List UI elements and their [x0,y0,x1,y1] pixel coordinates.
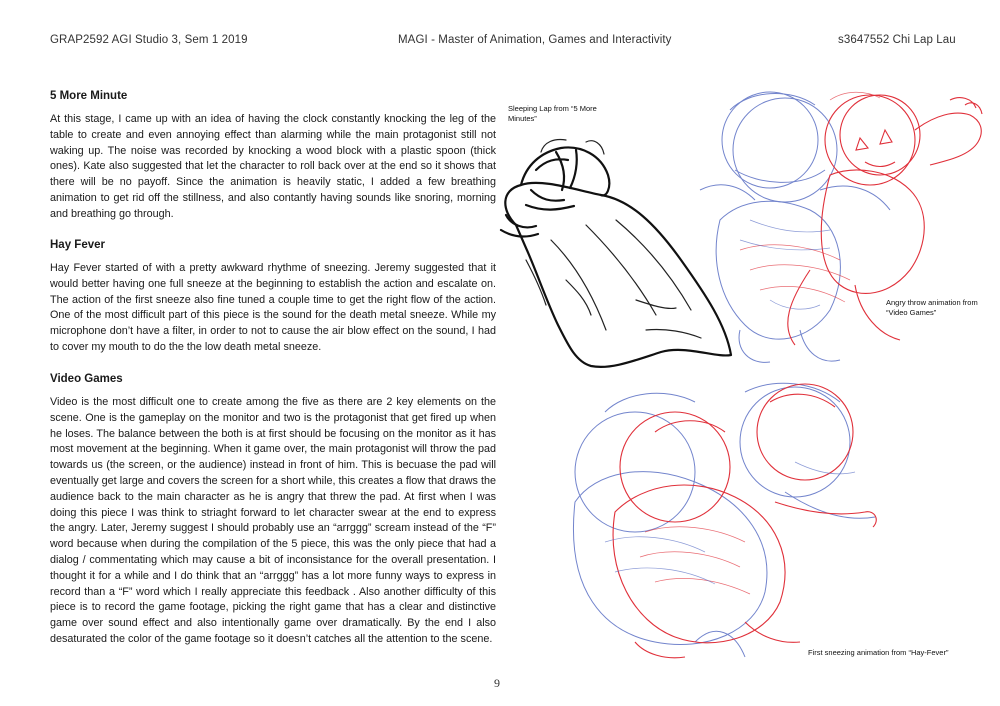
caption-sneezing: First sneezing animation from “Hay-Fever” [808,648,949,657]
section-video-games [50,372,496,648]
section-body: Video is the most difficult one to create among the five as there are 2 key elements on the scene. One is the gameplay on the monitor and two is the protagonist that get fired up when he loses. The balance between the both is at first should be focusing on the monitor as it has most movement at the beginning. When it game over, the main protagonist will throw the pad towards us (the screen, or the audience) instead in front of him. This is becuase the pad will eventually get large and covers the screen for a short while, this creates a flow that draws the audience back to the main character as he is angry that threw the pad. At first when I was doing this piece I was think to striaght forward to let character swear at the end to express the angry. Later, Jeremy suggest I should probably use an “arrggg” scream instead of the “F” word because when during the compilation of the 5 piece, this was the only piece that had a dialog / commentating which may cause a bit of inconsistance for the overall presentation. I thought it for a while and I do think that an “arrggg” has a lot more funny ways to express in record than a “F” word which I really appreciate this feedback . Also another difficulty of this piece is to record the game footage, picking the right game that has a clear and distinctive game over sound effect and also intentionally game over dramatically. By the end I also desaturated the color of the game footage so it doesn’t catches all the attention to the scene. [50,396,496,645]
header-student: s3647552 Chi Lap Lau [838,34,956,46]
section-hay-fever [50,238,496,356]
section-body: Hay Fever started of with a pretty awkward rhythme of sneezing. Jeremy suggested that it would better having one full sneeze at the beginning to establish the action and escalate on. The action of the first sneeze also fine tuned a couple time to get the right flow of the action. One of the most difficult part of this piece is the sound for the death metal sneeze. While my microphone don’t have a filter, in order to not to cause the air blow effect on the sound, I had to cover my mouth to do the the low death metal sneeze. [50,262,496,353]
section-title: Video Games [50,373,123,385]
angry-throw-sketch [680,70,1000,370]
section-body: At this stage, I came up with an idea of having the clock constantly knocking the leg of the table to create and even annoying effect than alarming while the main protagonist still not waking up. The noise was recorded by knocking a wood block with a plastic spoon (thick ones). Kate also suggested that let the character to roll back over at the end so it shows that there will be no payoff. Since the animation is heavily static, I added a few breathing animation to get rid off the stillness, and also contantly having sounds like snoring, morning and breathing go through. [50,113,496,220]
sneezing-sketch [545,372,890,662]
caption-angry-throw: Angry throw animation from “Video Games” [886,298,978,317]
section-title: Hay Fever [50,239,105,251]
section-title: 5 More Minute [50,90,128,102]
caption-sleeping-lap: Sleeping Lap from “5 More Minutes” [508,104,597,123]
page-number: 9 [494,676,500,690]
header-course: GRAP2592 AGI Studio 3, Sem 1 2019 [50,34,248,46]
section-5-more-minute [50,89,496,223]
header-program: MAGI - Master of Animation, Games and Interactivity [398,34,672,46]
